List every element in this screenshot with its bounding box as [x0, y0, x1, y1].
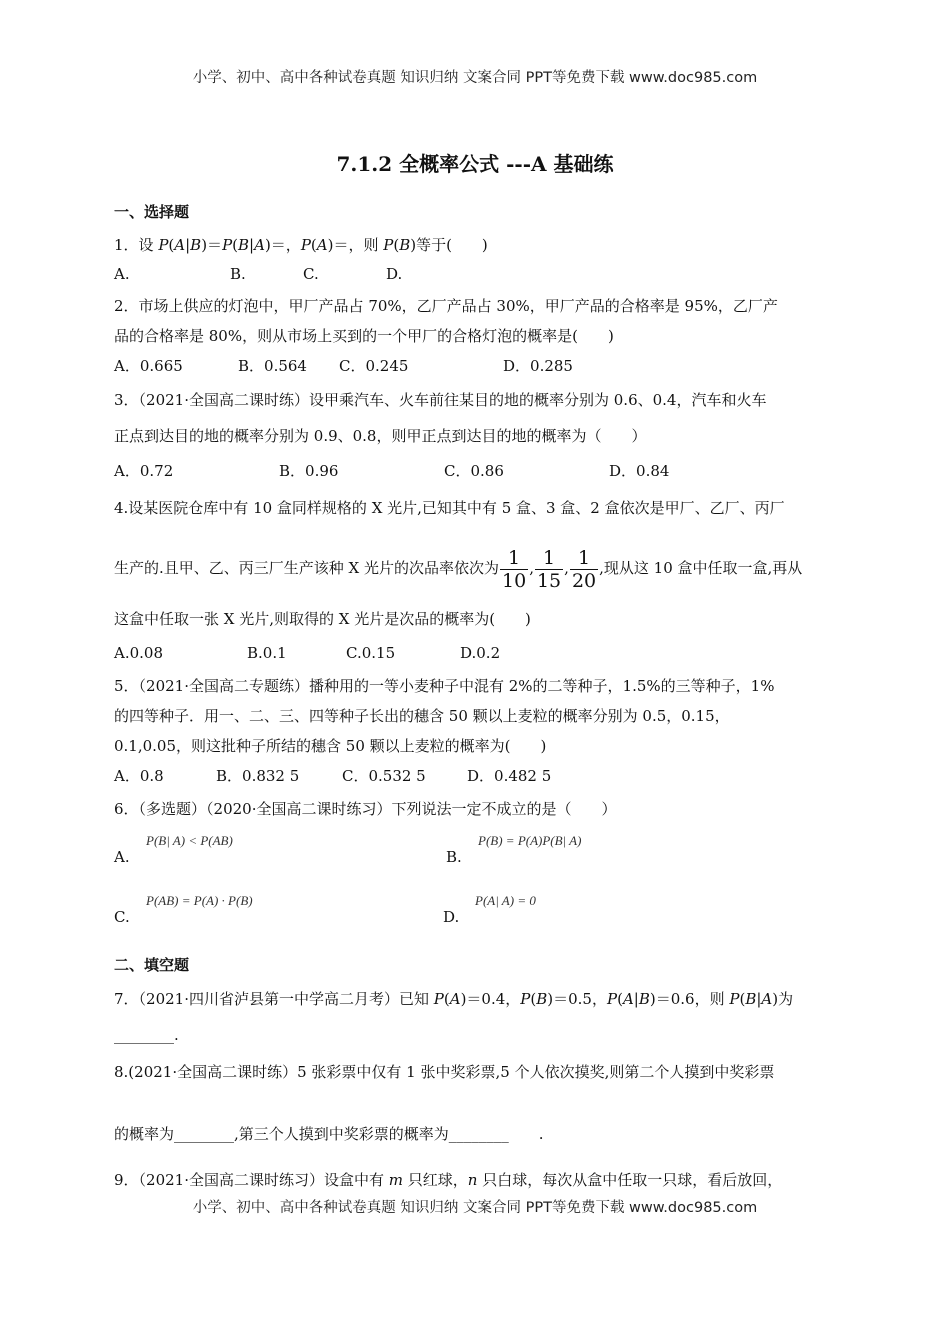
q4-option-c: C.0.15 — [346, 644, 396, 662]
section-heading-fill: 二、填空题 — [114, 956, 190, 974]
question-6: 6．（多选题）（2020·全国高二课时练习）下列说法一定不成立的是（ ） — [114, 800, 617, 818]
q6-formula-c: P(AB) = P(A) · P(B) — [146, 893, 253, 908]
question-7-blank: ________. — [114, 1026, 179, 1044]
q6-option-d: D. — [443, 908, 460, 926]
q2-option-a: A．0.665 — [114, 357, 183, 375]
question-3-line-1: 3．（2021·全国高二课时练）设甲乘汽车、火车前往某目的地的概率分别为 0.6、0.4，汽车和火车 — [114, 391, 767, 409]
fraction-1-10: $\frac{1}{10}$ — [502, 546, 527, 592]
q1-option-c: C. — [303, 265, 319, 283]
q2-option-d: D．0.285 — [503, 357, 573, 375]
q2-option-b: B．0.564 — [238, 357, 307, 375]
question-5-line-2: 的四等种子．用一、二、三、四等种子长出的穗含 50 颗以上麦粒的概率分别为 0.5，0.15， — [114, 707, 730, 725]
q5-option-b: B．0.832 5 — [216, 767, 300, 785]
question-8-line-1: 8.(2021·全国高二课时练）5 张彩票中仅有 1 张中奖彩票,5 个人依次摸奖,则第二个人摸到中奖彩票 — [114, 1063, 775, 1081]
q6-formula-b: P(B) = P(A)P(B| A) — [478, 833, 582, 848]
q2-option-c: C．0.245 — [339, 357, 409, 375]
question-2-line-1: 2．市场上供应的灯泡中，甲厂产品占 70%，乙厂产品占 30%，甲厂产品的合格率是 95%，乙厂产 — [114, 297, 778, 315]
question-1: 1．设 P(A|B)＝P(B|A)＝，P(A)＝，则 P(B)等于( ) — [114, 236, 488, 254]
page-title: 7.1.2 全概率公式 ---A 基础练 — [336, 152, 614, 176]
q6-formula-a: P(B| A) < P(AB) — [146, 833, 233, 848]
question-4-line-1: 4.设某医院仓库中有 10 盒同样规格的 X 光片,已知其中有 5 盒、3 盒、2 盒依次是甲厂、乙厂、丙厂 — [114, 499, 785, 517]
page-header: 小学、初中、高中各种试卷真题 知识归纳 文案合同 PPT等免费下载 www.doc985.com — [192, 70, 758, 86]
question-4-line-3: 这盒中任取一张 X 光片,则取得的 X 光片是次品的概率为( ) — [114, 610, 531, 628]
question-5-line-1: 5．（2021·全国高二专题练）播种用的一等小麦种子中混有 2%的二等种子，1.5%的三等种子，1% — [114, 677, 775, 695]
section-heading-choice: 一、选择题 — [114, 203, 190, 221]
q6-option-b: B. — [446, 848, 462, 866]
q6-option-c: C. — [114, 908, 130, 926]
q1-option-b: B. — [230, 265, 246, 283]
page-footer: 小学、初中、高中各种试卷真题 知识归纳 文案合同 PPT等免费下载 www.doc985.com — [192, 1200, 758, 1216]
q5-option-c: C．0.532 5 — [342, 767, 426, 785]
q3-option-c: C．0.86 — [444, 462, 504, 480]
question-4-line-2: 生产的.且甲、乙、丙三厂生产该种 X 光片的次品率依次为 $\frac{1}{10}$ , $\frac{1}{15}$ , $\frac{1}{20}$ ,现从这 10 盒中任取一盒,再从 — [114, 546, 803, 592]
q5-option-d: D．0.482 5 — [467, 767, 552, 785]
question-2-line-2: 品的合格率是 80%，则从市场上买到的一个甲厂的合格灯泡的概率是( ) — [114, 327, 614, 345]
q4-option-d: D.0.2 — [460, 644, 501, 662]
question-9: 9．（2021·全国高二课时练习）设盒中有 m 只红球，n 只白球，每次从盒中任取一只球，看后放回， — [114, 1171, 783, 1189]
q6-option-a: A. — [114, 848, 130, 866]
fraction-1-15: $\frac{1}{15}$ — [536, 546, 562, 592]
question-5-line-3: 0.1,0.05，则这批种子所结的穗含 50 颗以上麦粒的概率为( ) — [114, 737, 547, 755]
q1-option-a: A. — [114, 265, 130, 283]
q1-option-d: D. — [386, 265, 403, 283]
question-7: 7．（2021·四川省泸县第一中学高二月考）已知 P(A)＝0.4，P(B)＝0.5，P(A|B)＝0.6，则 P(B|A)为 — [114, 990, 794, 1008]
q3-option-a: A．0.72 — [114, 462, 174, 480]
q4-option-b: B.0.1 — [247, 644, 287, 662]
q4-option-a: A.0.08 — [114, 644, 163, 662]
q5-option-a: A．0.8 — [114, 767, 164, 785]
question-8-line-2: 的概率为________,第三个人摸到中奖彩票的概率为________ . — [114, 1125, 544, 1143]
question-3-line-2: 正点到达目的地的概率分别为 0.9、0.8，则甲正点到达目的地的概率为（ ） — [114, 427, 647, 445]
fraction-1-20: $\frac{1}{20}$ — [571, 546, 597, 592]
q3-option-d: D．0.84 — [609, 462, 670, 480]
q6-formula-d: P(A| A) = 0 — [475, 893, 536, 908]
q3-option-b: B．0.96 — [279, 462, 339, 480]
